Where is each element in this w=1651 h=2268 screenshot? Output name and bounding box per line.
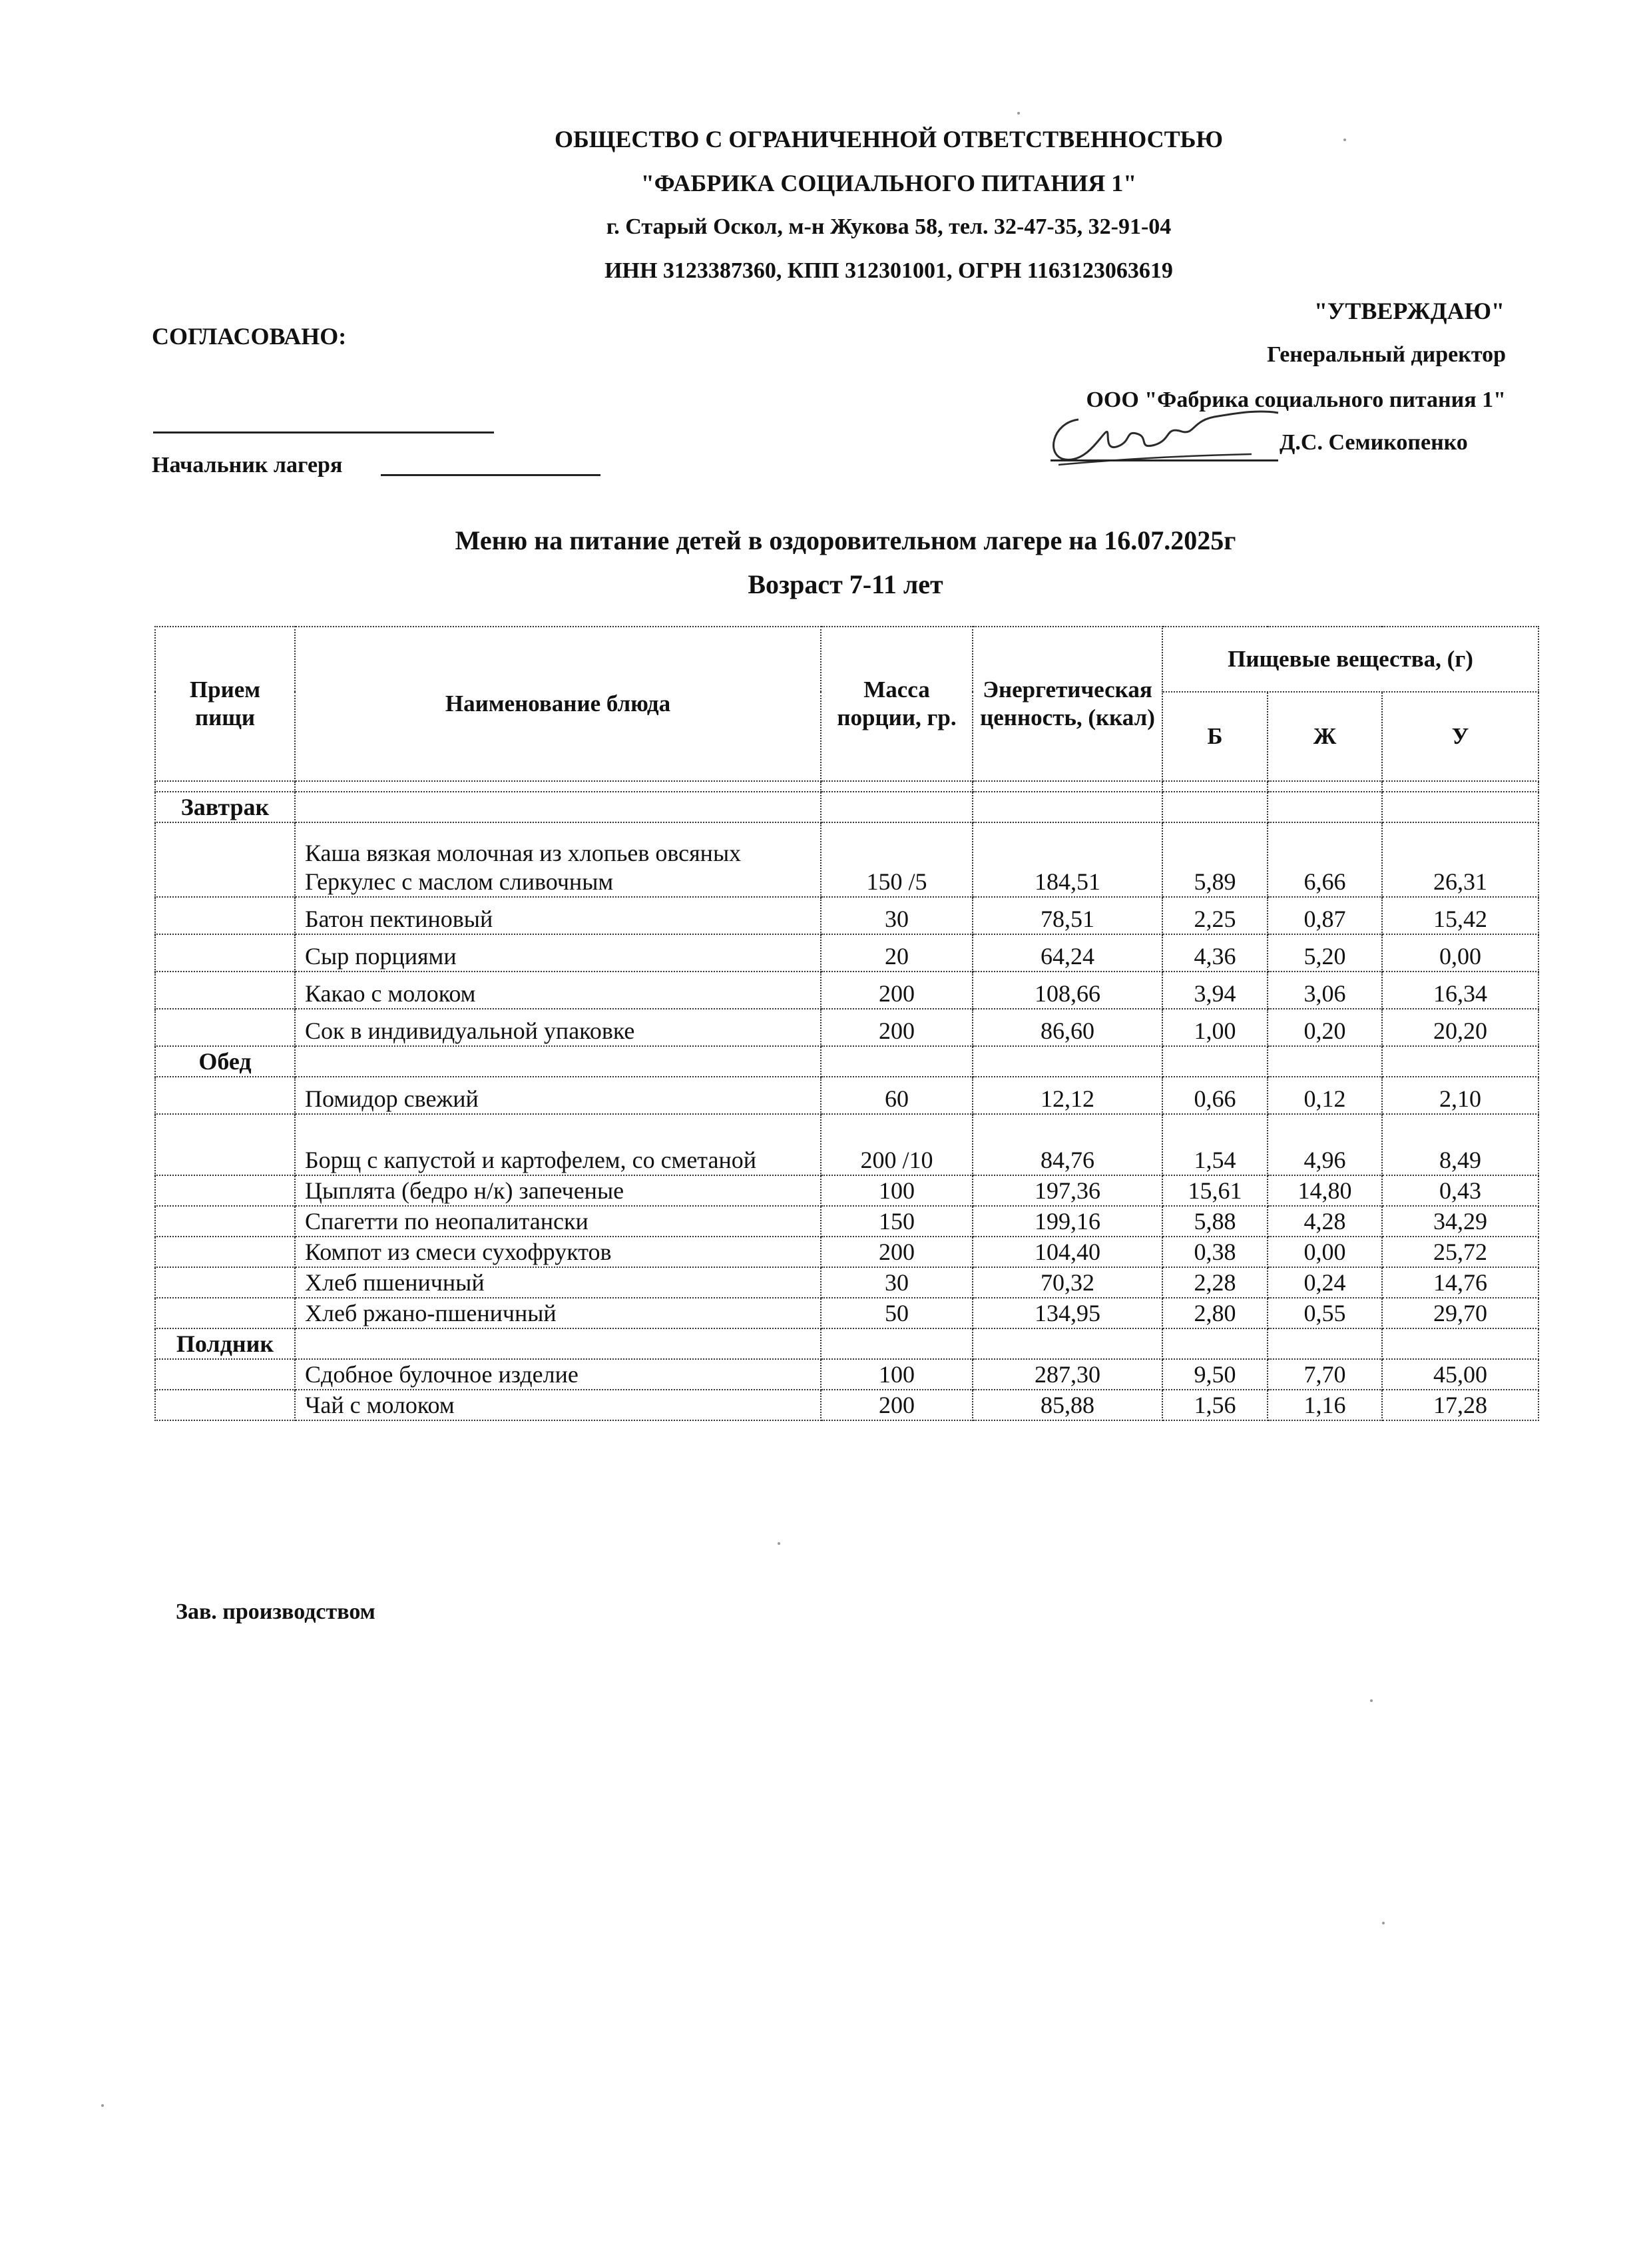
portion-mass: 100 (821, 1359, 973, 1390)
fat-value: 0,20 (1268, 1009, 1382, 1046)
fat-value: 1,16 (1268, 1390, 1382, 1420)
org-name-line1: ОБЩЕСТВО С ОГРАНИЧЕННОЙ ОТВЕТСТВЕННОСТЬЮ (555, 126, 1223, 152)
table-row (155, 1237, 1538, 1267)
protein-value: 1,00 (1162, 1009, 1268, 1046)
menu-subtitle: Возраст 7-11 лет (748, 569, 943, 599)
carbs-value: 8,49 (1382, 1114, 1538, 1175)
agreed-label: СОГЛАСОВАНО: (152, 323, 347, 350)
scan-speck (1343, 139, 1346, 141)
org-requisites: ИНН 3123387360, КПП 312301001, ОГРН 1163123063619 (604, 258, 1173, 283)
dish-name: Сыр порциями (295, 934, 821, 972)
dish-name: Сдобное булочное изделие (295, 1359, 821, 1390)
portion-mass: 50 (821, 1298, 973, 1328)
portion-mass: 150 /5 (821, 822, 973, 897)
fat-value: 4,96 (1268, 1114, 1382, 1175)
table-row (155, 1298, 1538, 1328)
table-row (155, 1206, 1538, 1237)
meal-section-row (155, 1328, 1538, 1359)
handwritten-signature-icon (1039, 393, 1292, 479)
energy-value: 104,40 (973, 1237, 1162, 1267)
header-carbs: У (1382, 692, 1538, 781)
dish-name: Спагетти по неопалитански (295, 1206, 821, 1237)
scan-speck (1370, 1699, 1373, 1702)
header-nutrients: Пищевые вещества, (г) (1162, 627, 1538, 692)
fat-value: 5,20 (1268, 934, 1382, 972)
fat-value: 0,00 (1268, 1237, 1382, 1267)
energy-value: 78,51 (973, 897, 1162, 934)
energy-value: 86,60 (973, 1009, 1162, 1046)
protein-value: 1,54 (1162, 1114, 1268, 1175)
meal-section-row (155, 1046, 1538, 1077)
protein-value: 4,36 (1162, 934, 1268, 972)
director-position: Генеральный директор (1267, 342, 1506, 367)
portion-mass: 200 (821, 972, 973, 1009)
energy-value: 287,30 (973, 1359, 1162, 1390)
carbs-value: 34,29 (1382, 1206, 1538, 1237)
dish-name: Хлеб пшеничный (295, 1267, 821, 1298)
protein-value: 2,25 (1162, 897, 1268, 934)
carbs-value: 29,70 (1382, 1298, 1538, 1328)
header-protein: Б (1162, 692, 1268, 781)
portion-mass: 200 (821, 1237, 973, 1267)
portion-mass: 200 /10 (821, 1114, 973, 1175)
portion-mass: 30 (821, 1267, 973, 1298)
production-head-label: Зав. производством (176, 1599, 375, 1624)
table-row (155, 897, 1538, 934)
table-row (155, 1390, 1538, 1420)
dish-name: Сок в индивидуальной упаковке (295, 1009, 821, 1046)
dish-name: Чай с молоком (295, 1390, 821, 1420)
fat-value: 0,12 (1268, 1077, 1382, 1114)
dish-name: Борщ с капустой и картофелем, со сметаной (295, 1114, 821, 1175)
dish-name: Какао с молоком (295, 972, 821, 1009)
dish-name: Хлеб ржано-пшеничный (295, 1298, 821, 1328)
scan-speck (778, 1542, 780, 1545)
fat-value: 0,55 (1268, 1298, 1382, 1328)
header-meal: Прием пищи (155, 627, 295, 781)
dish-name: Батон пектиновый (295, 897, 821, 934)
carbs-value: 20,20 (1382, 1009, 1538, 1046)
table-row (155, 1359, 1538, 1390)
director-name: Д.С. Семикопенко (1280, 430, 1468, 455)
protein-value: 9,50 (1162, 1359, 1268, 1390)
company-name: ООО "Фабрика социального питания 1" (1086, 388, 1506, 412)
header-energy: Энергетическая ценность, (ккал) (973, 627, 1162, 781)
dish-name: Цыплята (бедро н/к) запеченые (295, 1175, 821, 1206)
carbs-value: 16,34 (1382, 972, 1538, 1009)
portion-mass: 200 (821, 1390, 973, 1420)
protein-value: 0,38 (1162, 1237, 1268, 1267)
table-row (155, 1267, 1538, 1298)
camp-head-signature-line (381, 474, 600, 476)
carbs-value: 25,72 (1382, 1237, 1538, 1267)
meal-section-row (155, 792, 1538, 822)
table-row (155, 934, 1538, 972)
fat-value: 0,87 (1268, 897, 1382, 934)
header-fat: Ж (1268, 692, 1382, 781)
protein-value: 5,89 (1162, 822, 1268, 897)
scan-speck (1017, 112, 1020, 115)
agreed-signature-line (153, 431, 494, 433)
protein-value: 2,80 (1162, 1298, 1268, 1328)
protein-value: 1,56 (1162, 1390, 1268, 1420)
protein-value: 5,88 (1162, 1206, 1268, 1237)
protein-value: 2,28 (1162, 1267, 1268, 1298)
fat-value: 14,80 (1268, 1175, 1382, 1206)
carbs-value: 15,42 (1382, 897, 1538, 934)
menu-table (154, 626, 1539, 1421)
protein-value: 15,61 (1162, 1175, 1268, 1206)
energy-value: 197,36 (973, 1175, 1162, 1206)
table-row (155, 822, 1538, 897)
portion-mass: 20 (821, 934, 973, 972)
table-row (155, 1009, 1538, 1046)
carbs-value: 0,00 (1382, 934, 1538, 972)
energy-value: 12,12 (973, 1077, 1162, 1114)
menu-title: Меню на питание детей в оздоровительном лагере на 16.07.2025г (455, 525, 1236, 555)
portion-mass: 30 (821, 897, 973, 934)
table-row (155, 1114, 1538, 1175)
dish-name: Компот из смеси сухофруктов (295, 1237, 821, 1267)
dish-name: Помидор свежий (295, 1077, 821, 1114)
carbs-value: 17,28 (1382, 1390, 1538, 1420)
energy-value: 108,66 (973, 972, 1162, 1009)
org-name-line2: "ФАБРИКА СОЦИАЛЬНОГО ПИТАНИЯ 1" (640, 170, 1137, 196)
meal-name: Полдник (155, 1328, 295, 1359)
fat-value: 0,24 (1268, 1267, 1382, 1298)
energy-value: 134,95 (973, 1298, 1162, 1328)
header-dish: Наименование блюда (295, 627, 821, 781)
approve-label: "УТВЕРЖДАЮ" (1313, 298, 1505, 324)
fat-value: 6,66 (1268, 822, 1382, 897)
meal-name: Завтрак (155, 792, 295, 822)
energy-value: 70,32 (973, 1267, 1162, 1298)
fat-value: 4,28 (1268, 1206, 1382, 1237)
protein-value: 3,94 (1162, 972, 1268, 1009)
fat-value: 3,06 (1268, 972, 1382, 1009)
carbs-value: 0,43 (1382, 1175, 1538, 1206)
carbs-value: 14,76 (1382, 1267, 1538, 1298)
fat-value: 7,70 (1268, 1359, 1382, 1390)
portion-mass: 100 (821, 1175, 973, 1206)
org-address: г. Старый Оскол, м-н Жукова 58, тел. 32-47-35, 32-91-04 (606, 214, 1172, 239)
director-signature-line (1051, 459, 1278, 461)
scan-speck (1382, 1922, 1385, 1924)
carbs-value: 2,10 (1382, 1077, 1538, 1114)
meal-name: Обед (155, 1046, 295, 1077)
portion-mass: 60 (821, 1077, 973, 1114)
energy-value: 64,24 (973, 934, 1162, 972)
carbs-value: 45,00 (1382, 1359, 1538, 1390)
header-mass: Масса порции, гр. (821, 627, 973, 781)
energy-value: 84,76 (973, 1114, 1162, 1175)
dish-name: Каша вязкая молочная из хлопьев овсяных Геркулес с маслом сливочным (295, 822, 821, 897)
portion-mass: 200 (821, 1009, 973, 1046)
portion-mass: 150 (821, 1206, 973, 1237)
table-row (155, 972, 1538, 1009)
carbs-value: 26,31 (1382, 822, 1538, 897)
scan-speck (101, 2104, 104, 2107)
table-row (155, 1077, 1538, 1114)
energy-value: 184,51 (973, 822, 1162, 897)
protein-value: 0,66 (1162, 1077, 1268, 1114)
energy-value: 85,88 (973, 1390, 1162, 1420)
camp-head-label: Начальник лагеря (152, 453, 343, 477)
energy-value: 199,16 (973, 1206, 1162, 1237)
table-row (155, 1175, 1538, 1206)
